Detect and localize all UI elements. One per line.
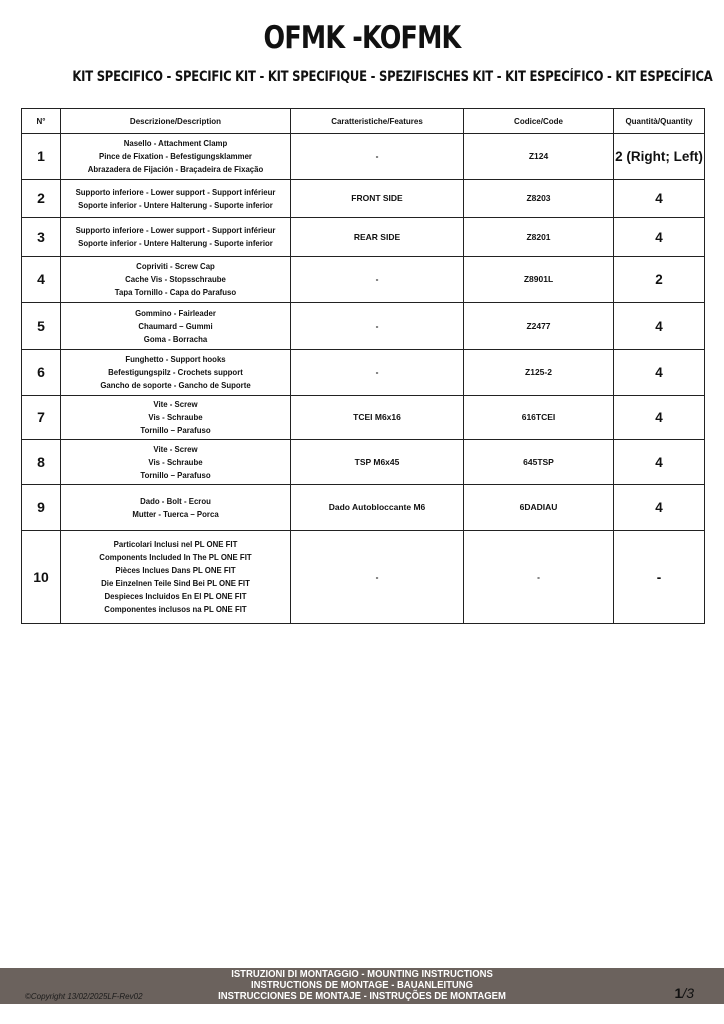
column-header-description: Descrizione/Description bbox=[61, 109, 291, 134]
table-row bbox=[22, 350, 705, 396]
item-description bbox=[61, 134, 291, 180]
item-quantity: 4 bbox=[614, 350, 705, 396]
item-quantity: - bbox=[614, 531, 705, 624]
description-line: Supporto inferiore - Lower support - Support inférieur bbox=[75, 225, 276, 235]
description-line: Gommino - Fairleader bbox=[135, 307, 216, 318]
item-description bbox=[61, 350, 291, 396]
item-description bbox=[61, 485, 291, 531]
column-header-number: N° bbox=[22, 109, 61, 134]
description-line: Supporto inferiore - Lower support - Support inférieur bbox=[75, 186, 276, 197]
description-line: Copriviti - Screw Cap bbox=[136, 261, 215, 271]
item-code: - bbox=[464, 531, 614, 624]
table-row bbox=[22, 134, 705, 180]
item-features: - bbox=[291, 303, 464, 350]
item-quantity: 4 bbox=[614, 218, 705, 257]
document-title: OFMK -KOFMK bbox=[263, 20, 461, 56]
table-row bbox=[22, 396, 705, 440]
item-code: Z8201 bbox=[464, 218, 614, 257]
page-total: /3 bbox=[682, 985, 694, 1001]
item-code: Z125-2 bbox=[464, 350, 614, 396]
description-line: Tornillo – Parafuso bbox=[140, 469, 211, 480]
document-subtitle: KIT SPECIFICO - SPECIFIC KIT - KIT SPECIFIQUE - SPEZIFISCHES KIT - KIT ESPECÍFICO - KIT ESPECÍFICA bbox=[72, 69, 713, 85]
item-features: REAR SIDE bbox=[291, 218, 464, 257]
item-number: 1 bbox=[22, 134, 61, 180]
description-line: Vite - Screw bbox=[153, 443, 198, 454]
page-number bbox=[675, 985, 694, 1001]
item-code: Z2477 bbox=[464, 303, 614, 350]
parts-table bbox=[21, 108, 705, 624]
item-description bbox=[61, 440, 291, 485]
description-line: Vite - Screw bbox=[153, 399, 198, 409]
item-quantity: 4 bbox=[614, 440, 705, 485]
item-features: - bbox=[291, 531, 464, 624]
item-quantity: 4 bbox=[614, 396, 705, 440]
table-row bbox=[22, 303, 705, 350]
table-row bbox=[22, 485, 705, 531]
description-line: Nasello - Attachment Clamp bbox=[123, 138, 228, 148]
description-line: Gancho de soporte - Gancho de Suporte bbox=[100, 380, 251, 390]
copyright-notice: ©Copyright 13/02/2025LF-Rev02 bbox=[25, 992, 143, 1001]
description-line: Mutter - Tuerca – Porca bbox=[132, 508, 219, 519]
item-number: 5 bbox=[22, 303, 61, 350]
table-row bbox=[22, 180, 705, 218]
description-line: Funghetto - Support hooks bbox=[125, 354, 226, 364]
item-description bbox=[61, 218, 291, 257]
item-code: 616TCEI bbox=[464, 396, 614, 440]
item-code: Z8203 bbox=[464, 180, 614, 218]
item-number: 4 bbox=[22, 257, 61, 303]
table-row bbox=[22, 218, 705, 257]
description-line: Pièces Inclues Dans PL ONE FIT bbox=[115, 565, 236, 575]
description-line: Vis - Schraube bbox=[148, 412, 203, 422]
item-features: - bbox=[291, 350, 464, 396]
description-line: Components Included In The PL ONE FIT bbox=[99, 552, 252, 562]
description-line: Befestigungspilz - Crochets support bbox=[108, 367, 243, 377]
description-line: Vis - Schraube bbox=[148, 456, 203, 467]
column-header-features: Caratteristiche/Features bbox=[291, 109, 464, 134]
item-description bbox=[61, 396, 291, 440]
item-number: 3 bbox=[22, 218, 61, 257]
description-line: Soporte inferior - Untere Halterung - Suporte inferior bbox=[78, 199, 273, 210]
item-features: TCEI M6x16 bbox=[291, 396, 464, 440]
item-code: Z8901L bbox=[464, 257, 614, 303]
item-description bbox=[61, 303, 291, 350]
item-quantity: 2 bbox=[614, 257, 705, 303]
item-number: 7 bbox=[22, 396, 61, 440]
item-quantity: 4 bbox=[614, 485, 705, 531]
item-features: FRONT SIDE bbox=[291, 180, 464, 218]
column-header-code: Codice/Code bbox=[464, 109, 614, 134]
column-header-quantity: Quantità/Quantity bbox=[614, 109, 705, 134]
footer-line: ISTRUZIONI DI MONTAGGIO - MOUNTING INSTRUCTIONS bbox=[231, 969, 493, 980]
table-header-row bbox=[22, 109, 705, 134]
footer-line: INSTRUCCIONES DE MONTAJE - INSTRUÇÕES DE MONTAGEM bbox=[218, 991, 506, 1002]
item-features: - bbox=[291, 257, 464, 303]
item-code: 645TSP bbox=[464, 440, 614, 485]
description-line: Abrazadera de Fijación - Braçadeira de Fixação bbox=[87, 164, 264, 174]
item-code: 6DADIAU bbox=[464, 485, 614, 531]
item-number: 8 bbox=[22, 440, 61, 485]
footer-line: INSTRUCTIONS DE MONTAGE - BAUANLEITUNG bbox=[250, 980, 474, 991]
item-features: Dado Autobloccante M6 bbox=[291, 485, 464, 531]
table-row bbox=[22, 440, 705, 485]
description-line: Particolari Inclusi nel PL ONE FIT bbox=[113, 539, 238, 549]
table-body bbox=[22, 134, 705, 624]
page-current: 1 bbox=[674, 985, 683, 1001]
item-description bbox=[61, 531, 291, 624]
description-line: Componentes inclusos na PL ONE FIT bbox=[104, 604, 247, 614]
item-number: 9 bbox=[22, 485, 61, 531]
item-number: 10 bbox=[22, 531, 61, 624]
item-code: Z124 bbox=[464, 134, 614, 180]
item-quantity: 4 bbox=[614, 303, 705, 350]
item-number: 2 bbox=[22, 180, 61, 218]
table-row bbox=[22, 257, 705, 303]
item-number: 6 bbox=[22, 350, 61, 396]
description-line: Pince de Fixation - Befestigungsklammer bbox=[99, 151, 252, 161]
item-features: - bbox=[291, 134, 464, 180]
table-row bbox=[22, 531, 705, 624]
description-line: Chaumard – Gummi bbox=[138, 320, 213, 331]
item-features: TSP M6x45 bbox=[291, 440, 464, 485]
description-line: Cache Vis - Stopsschraube bbox=[125, 274, 226, 284]
description-line: Tornillo – Parafuso bbox=[140, 425, 211, 435]
description-line: Tapa Tornillo - Capa do Parafuso bbox=[114, 287, 237, 297]
description-line: Die Einzelnen Teile Sind Bei PL ONE FIT bbox=[101, 578, 250, 588]
description-line: Dado - Bolt - Ecrou bbox=[140, 495, 211, 506]
description-line: Despieces Incluidos En El PL ONE FIT bbox=[104, 591, 247, 601]
item-description bbox=[61, 257, 291, 303]
item-quantity: 2 (Right; Left) bbox=[614, 134, 705, 180]
item-description bbox=[61, 180, 291, 218]
description-line: Goma - Borracha bbox=[143, 333, 208, 344]
description-line: Soporte inferior - Untere Halterung - Suporte inferior bbox=[78, 238, 273, 248]
item-quantity: 4 bbox=[614, 180, 705, 218]
